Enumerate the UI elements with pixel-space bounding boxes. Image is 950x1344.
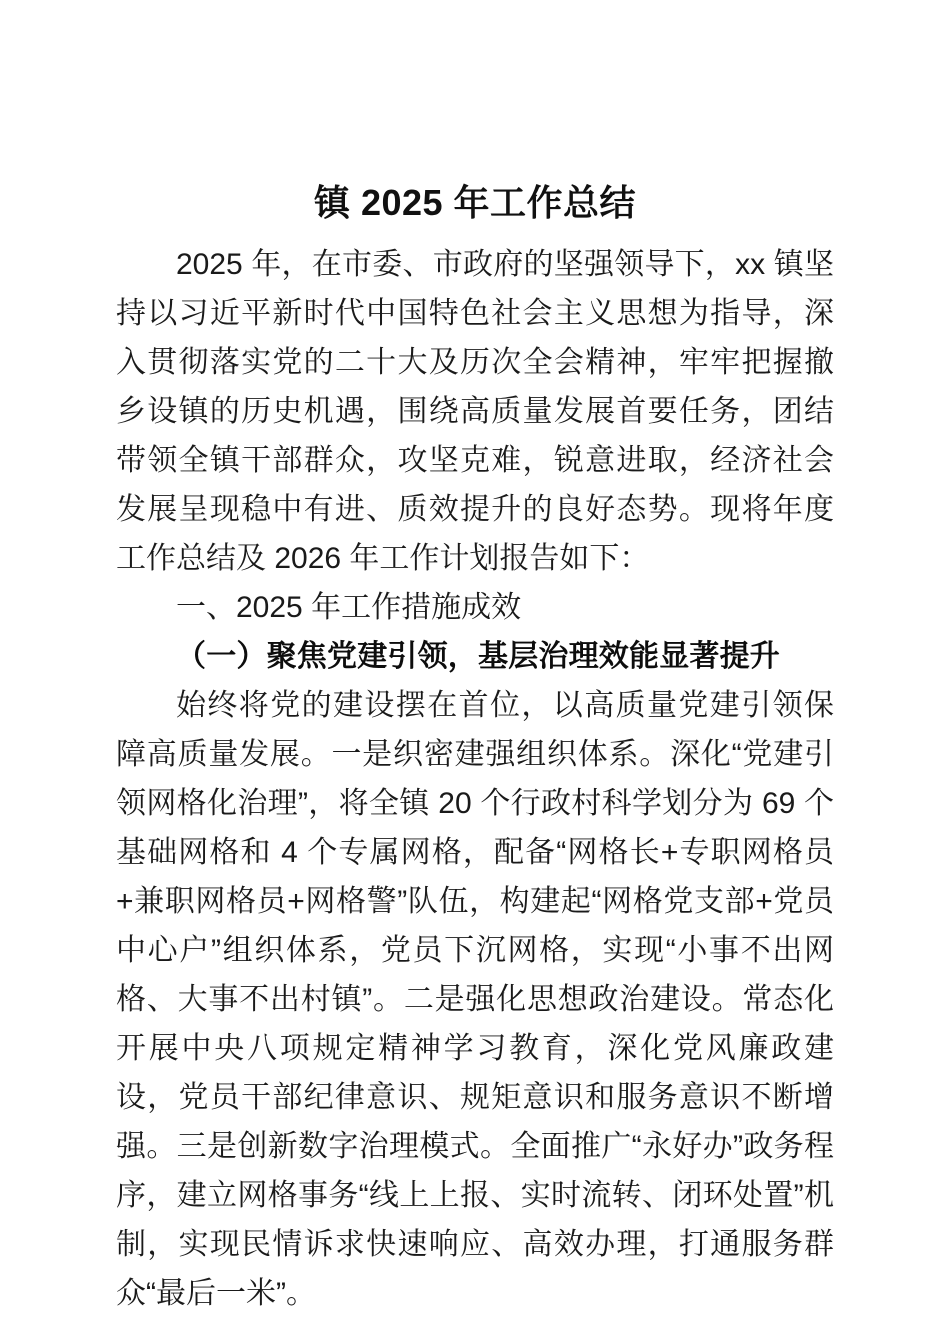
- section-heading-level-1: 一、2025 年工作措施成效: [176, 591, 522, 624]
- section-body-paragraph: 始终将党的建设摆在首位，以高质量党建引领保障高质量发展。一是织密建强组织体系。深化“党建引领网格化治理”，将全镇 20 个行政村科学划分为 69 个基础网格和 4 个专属网格，配备“网格长+专职网格员+兼职网格员+网格警”队伍，构建起“网格党支部+党员中心户”组织体系，党员下沉网格，实现“小事不出网格、大事不出村镇”。二是强化思想政治建设。常态化开展中央八项规定精神学习教育，深化党风廉政建设，党员干部纪律意识、规矩意识和服务意识不断增强。三是创新数字治理模式。全面推广“永好办”政务程序，建立网格事务“线上上报、实时流转、闭环处置”机制，实现民情诉求快速响应、高效办理，打通服务群众“最后一米”。: [116, 689, 834, 1310]
- intro-paragraph: 2025 年，在市委、市政府的坚强领导下，xx 镇坚持以习近平新时代中国特色社会主义思想为指导，深入贯彻落实党的二十大及历次全会精神，牢牢把握撤乡设镇的历史机遇，围绕高质量发展首要任务，团结带领全镇干部群众，攻坚克难，锐意进取，经济社会发展呈现稳中有进、质效提升的良好态势。现将年度工作总结及 2026 年工作计划报告如下：: [116, 248, 834, 575]
- section-heading-level-2: （一）聚焦党建引领，基层治理效能显著提升: [176, 640, 780, 673]
- page-title: 镇 2025 年工作总结: [313, 182, 637, 223]
